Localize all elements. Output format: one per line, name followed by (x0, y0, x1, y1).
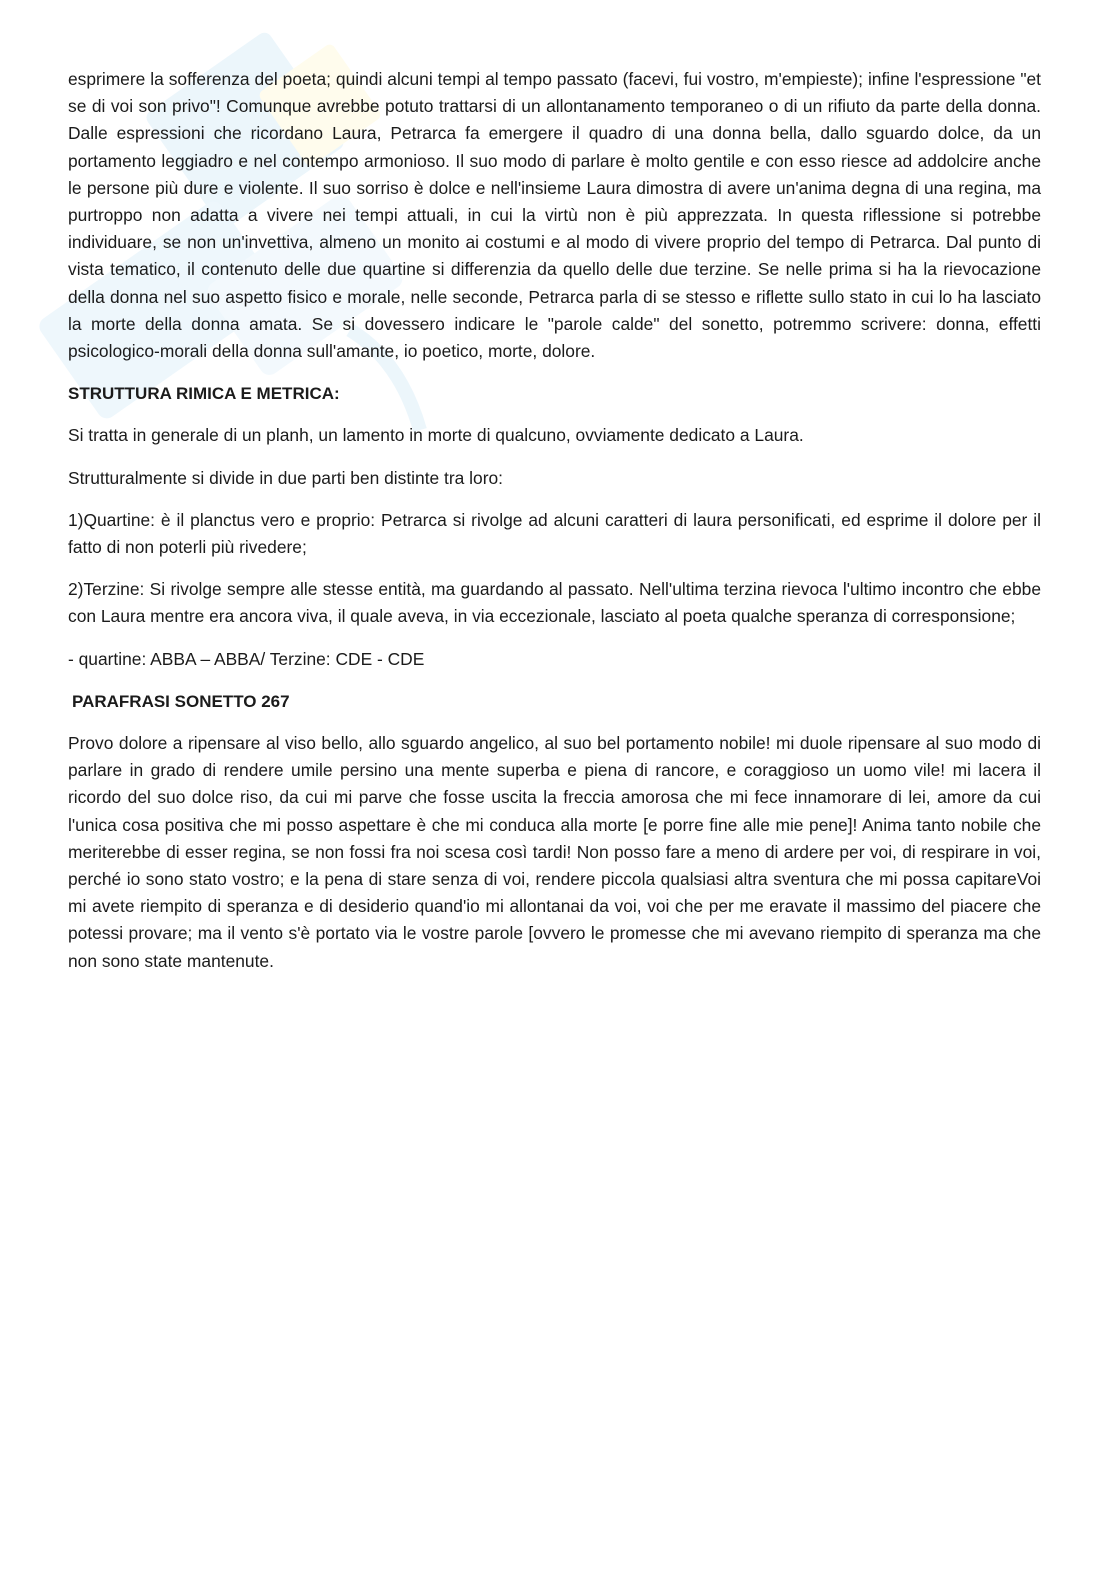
structure-paragraph: Strutturalmente si divide in due parti ben distinte tra loro: (68, 467, 503, 488)
parafrasi-heading: PARAFRASI SONETTO 267 (72, 691, 290, 711)
terzine-paragraph: 2)Terzine: Si rivolge sempre alle stesse entità, ma guardando al passato. Nell'ultima terzina rievoca l'ultimo incontro che ebbe con Laura mentre era ancora viva, il quale aveva, in via eccezionale, lasciato al poeta qualche speranza di corresponsione; (68, 579, 1041, 627)
metrica-heading: STRUTTURA RIMICA E METRICA: (68, 384, 340, 404)
document-body (68, 66, 1041, 990)
intro-paragraph: esprimere la sofferenza del poeta; quindi alcuni tempi al tempo passato (facevi, fui vostro, m'empieste); infine l'espressione "et se di voi son privo"! Comunque avrebbe potuto trattarsi di un allontanamento temporaneo o di un rifiuto da parte della donna. Dalle espressioni che ricordano Laura, Petrarca fa emergere il quadro di una donna bella, dallo sguardo dolce, da un portamento leggiadro e nel contempo armonioso. Il suo modo di parlare è molto gentile e con esso riesce ad addolcire anche le persone più dure e violente. Il suo sorriso è dolce e nell'insieme Laura dimostra di avere un'anima degna di una regina, ma purtroppo non adatta a vivere nei tempi attuali, in cui la virtù non è più apprezzata. In questa riflessione si potrebbe individuare, se non un'invettiva, almeno un monito ai costumi e al modo di vivere proprio del tempo di Petrarca. Dal punto di vista tematico, il contenuto delle due quartine si differenzia da quello delle due terzine. Se nelle prima si ha la rievocazione della donna nel suo aspetto fisico e morale, nelle seconde, Petrarca parla di se stesso e riflette sullo stato in cui lo ha lasciato la morte della donna amata. Se si dovessero indicare le "parole calde" del sonetto, potremmo scrivere: donna, effetti psicologico-morali della donna sull'amante, io poetico, morte, dolore. (68, 69, 1041, 362)
planh-paragraph: Si tratta in generale di un planh, un lamento in morte di qualcuno, ovviamente dedicato a Laura. (68, 425, 804, 446)
rhyme-scheme-line: - quartine: ABBA – ABBA/ Terzine: CDE - CDE (68, 648, 425, 669)
quartine-paragraph: 1)Quartine: è il planctus vero e proprio: Petrarca si rivolge ad alcuni caratteri di laura personificati, ed esprime il dolore per il fatto di non poterli più rivedere; (68, 509, 1041, 558)
parafrasi-paragraph: Provo dolore a ripensare al viso bello, allo sguardo angelico, al suo bel portamento nobile! mi duole ripensare al suo modo di parlare in grado di rendere umile persino una mente superba e piena di rancore, e coraggioso un uomo vile! mi lacera il ricordo del suo dolce riso, da cui mi parve che fosse uscita la freccia amorosa che mi fece innamorare di lei, amore da cui l'unica cosa positiva che mi posso aspettare è che mi conduca alla morte [e porre fine alle mie pene]! Anima tanto nobile che meriterebbe di esser regina, se non fossi fra noi scesa così tardi! Non posso fare a meno di ardere per voi, di respirare in voi, perché io sono stato vostro; e la pena di stare senza di voi, rendere piccola qualsiasi altra sventura che mi possa capitareVoi mi avete riempito di speranza e di desiderio quand'io mi allontanai da voi, voi che per me eravate il massimo del piacere che potessi provare; ma il vento s'è portato via le vostre parole [ovvero le promesse che mi avevano riempito di speranza ma che non sono state mantenute. (68, 733, 1041, 971)
